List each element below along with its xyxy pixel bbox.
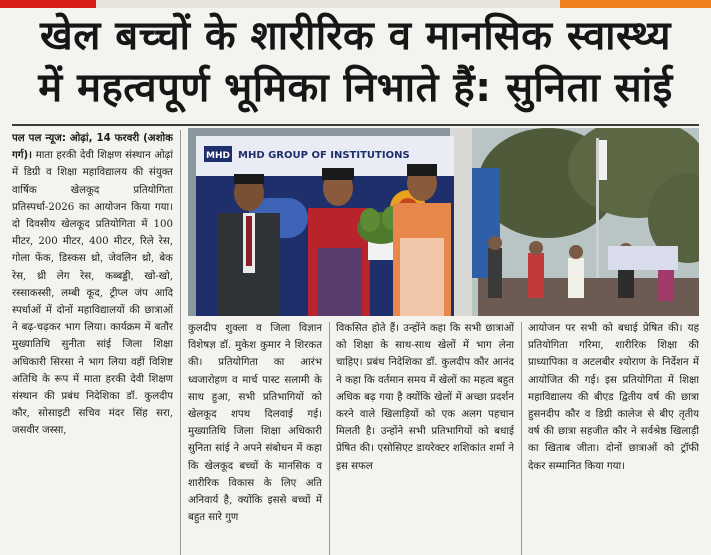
column-3-text: विकसित होते हैं। उन्होंने कहा कि सभी छात्राओं को शिक्षा के साथ-साथ खेलों में भाग लेना चाहिए। प्रबंध निदेशिका डॉ. कुलदीप कौर आनंद ने कहा कि वर्तमान समय में खेलों का महत्व बहुत अधिक बढ़ गया है क्योंकि खेलों में अच्छा प्रदर्शन करने वाले खिलाड़ियों को एक अलग पहचान मिलती है। उन्होंने सभी प्रतिभागियों को बधाई प्रेषित की। एसोसिएट डायरेक्टर शशिकांत शर्मा ने इस सफल: [336, 323, 514, 472]
headline-line-2: में महत्वपूर्ण भूमिका निभाते हैं: सुनिता सांई: [38, 65, 673, 111]
top-strip-orange: [560, 0, 711, 8]
banner-logo: MHD: [206, 151, 230, 161]
column-1-text: माता हरकी देवी शिक्षण संस्थान ओढ़ां में डिग्री व शिक्षा महाविद्यालय की संयुक्त वार्षिक खेलकूद प्रतियोगिता प्रतिस्पर्धा-2026 का आयोजन किया गया। दो दिवसीय खेलकूद प्रतियोगिता में 100 मीटर, 200 मीटर, 400 मीटर, रिले रेस, गोला फेंक, डिस्कस थ्रो, जेवलिन थ्रो, बेक रेस, थ्री लेग रेस, कब्बड्डी, खो-खो, रस्साकस्सी, लम्बी कूद, ट्रीप्ल जंप आदि स्पर्धाओं में दोनों महाविद्यालयों की छात्राओं ने बढ़-चढ़कर भाग लिया। कार्यक्रम में बतौर मुख्यातिथि सुनीता सांई जिला शिक्षा अधिकारी सिरसा ने भाग लिया वहीं विशिष्ट अतिथि के रूप में माता हरकी देवी शिक्षण संस्थान की प्रबंध निदेशिका डॉ. कुलदीप कौर, सोसाइटी सचिव मंदर सिंह सरा, जसवीर जस्सा,: [12, 150, 173, 437]
article-column-2: [188, 320, 322, 555]
headline: [0, 10, 711, 114]
article-column-3: [336, 320, 514, 555]
column-separator: [180, 130, 181, 555]
column-separator: [329, 322, 330, 555]
column-4-text: आयोजन पर सभी को बधाई प्रेषित की। यह प्रतियोगिता गरिमा, शारीरिक शिक्षा की प्राध्यापिका व अटलबीर श्योराण के निर्देशन में आयोजित की गई। इस प्रतियोगिता में शिक्षा महाविद्यालय की बीएड द्वितीय वर्ष की छात्रा हुसनदीप कौर व डिग्री कालेज से बीए तृतीय वर्ष की छात्रा सहजीत कौर ने सर्वश्रेष्ठ खिलाड़ी का खिताब जीता। दोनों छात्राओं को ट्रॉफी देकर सम्मानित किया गया।: [528, 323, 699, 472]
banner-title: MHD GROUP OF INSTITUTIONS: [238, 150, 410, 161]
top-strip-red: [0, 0, 96, 8]
headline-line-1: खेल बच्चों के शारीरिक व मानसिक स्वास्थ्य: [40, 13, 671, 59]
dateline: पल पल न्यूज: ओढ़ां, 14 फरवरी (अशोक गर्ग)।: [12, 133, 173, 162]
event-photo: [188, 128, 699, 316]
column-separator: [521, 322, 522, 555]
article-column-1: [12, 130, 173, 555]
column-2-text: कुलदीप शुक्ला व जिला विज्ञान विशेषज्ञ डॉ. मुकेश कुमार ने शिरकत की। प्रतियोगिता का आरंभ ध्वजारोहण व मार्च पास्ट सलामी के साथ हुआ, सभी प्रतिभागियों को खेलकूद शपथ दिलवाई गई। मुख्यातिथि जिला शिक्षा अधिकारी सुनिता सांई ने अपने संबोधन में कहा कि खेलकूद बच्चों के मानसिक व शारीरिक विकास के लिए अति अनिवार्य है, क्योंकि इससे बच्चों में बहुत सारे गुण: [188, 323, 322, 524]
article-column-4: [528, 320, 699, 555]
top-color-strip: [0, 0, 711, 8]
headline-rule: [12, 124, 699, 126]
